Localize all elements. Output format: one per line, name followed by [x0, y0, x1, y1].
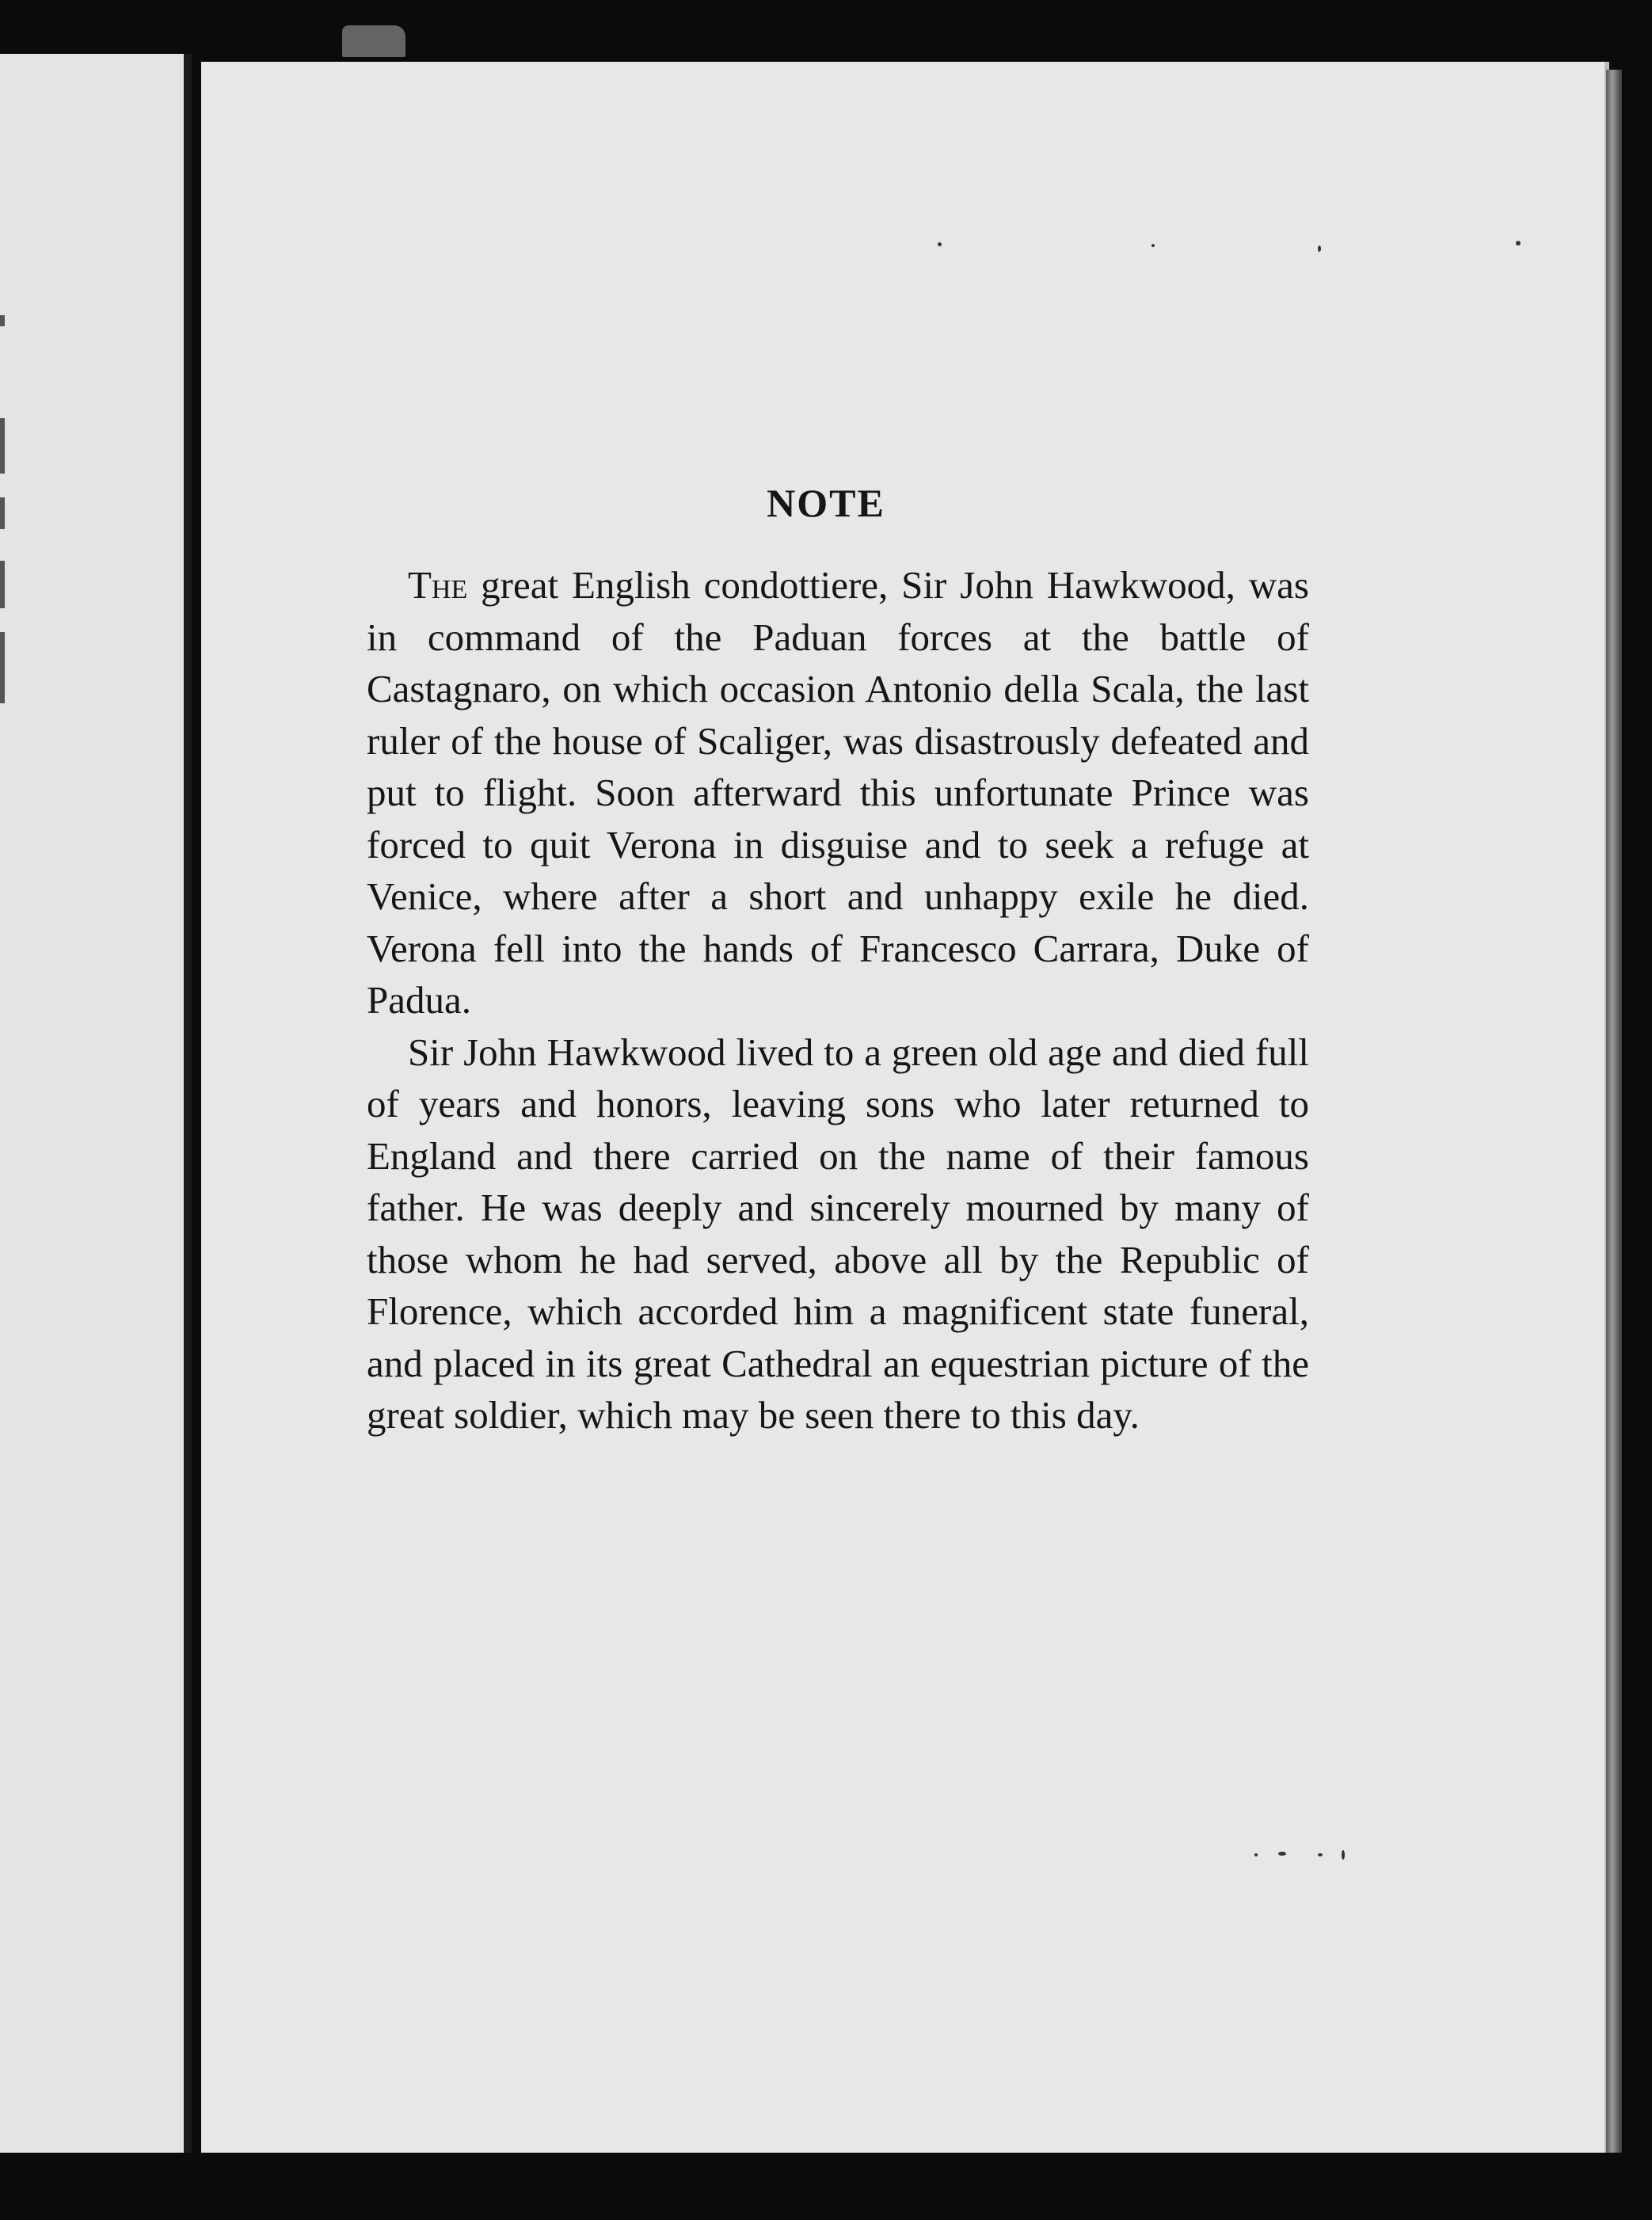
page-title: NOTE [767, 481, 885, 525]
scan-speck [1318, 246, 1321, 252]
scan-speck [938, 242, 942, 246]
margin-mark [0, 632, 5, 703]
paragraph-2 [367, 1026, 1309, 1441]
scan-speck [1516, 241, 1521, 246]
paragraph-1 [367, 559, 1309, 1026]
page-corner-tab [342, 25, 405, 57]
scan-speck [1254, 1853, 1258, 1856]
margin-mark [0, 561, 5, 608]
scan-speck [1318, 1853, 1323, 1856]
scan-speck [1151, 244, 1155, 247]
margin-mark [0, 315, 5, 326]
scan-speck [1342, 1850, 1345, 1860]
paragraph-text: great English condottiere, Sir John Hawkwood, was in command of the Paduan forces at the battle of Castagnaro, on which occasion Antonio della Scala, the last ruler of the house of Scaliger, was disastrously defeated and put to flight. Soon afterward this unfortunate Prince was forced to quit Verona in disguise and to seek a refuge at Venice, where after a short and unhappy exile he died. Verona fell into the hands of Francesco Carrara, Duke of Padua. [367, 563, 1309, 1022]
paragraph-text: Sir John Hawkwood lived to a green old age and died full of years and honors, leaving sons who later returned to England and there carried on the name of their famous father. He was deeply and sincerely mourned by many of those whom he had served, above all by the Republic of Florence, which accorded him a magnificent state funeral, and placed in its great Cathedral an equestrian picture of the great soldier, which may be seen there to this day. [367, 1030, 1309, 1437]
scan-speck [1278, 1852, 1286, 1856]
facing-page-edge [0, 54, 192, 2153]
page-right-edge [1606, 70, 1622, 2153]
margin-mark [0, 418, 5, 474]
paragraph-lead-word: The [408, 563, 468, 607]
body-text [367, 559, 1309, 1441]
